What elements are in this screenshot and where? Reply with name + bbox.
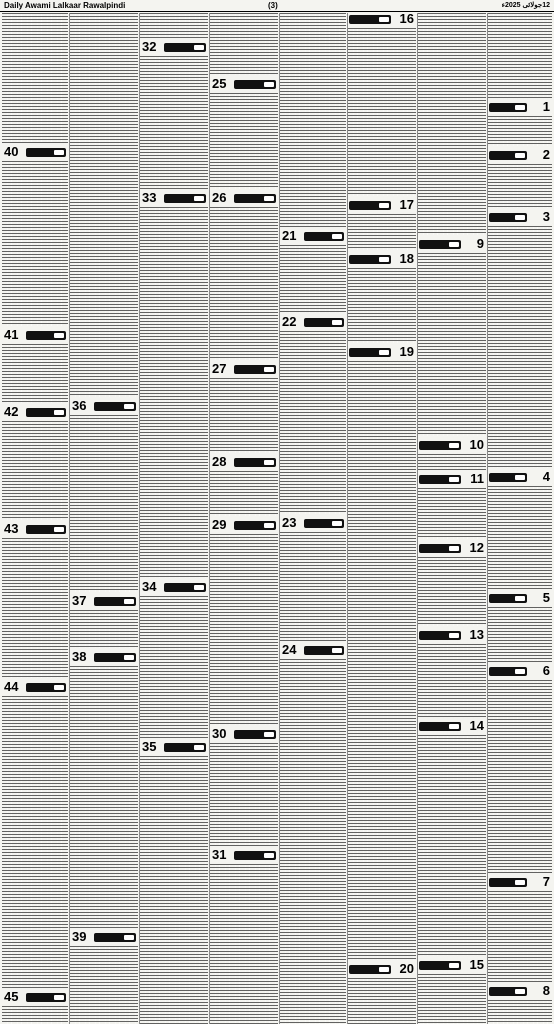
ad-section-banner (349, 255, 391, 264)
ad-section-banner (489, 213, 527, 222)
page-column (280, 13, 346, 1024)
ad-section-number: 9 (476, 236, 484, 251)
classified-ad-text (280, 532, 346, 641)
classified-ad-text (488, 116, 552, 146)
classified-ad-text (70, 946, 138, 1024)
classified-ad-text (488, 607, 552, 662)
ad-section-header (488, 591, 552, 605)
ad-section-banner (164, 583, 206, 592)
classified-ad-text (2, 538, 68, 678)
page-column (140, 13, 208, 1024)
ad-section-number: 6 (542, 663, 550, 678)
classified-ad-text (280, 659, 346, 1024)
page-column (418, 13, 486, 1024)
ad-section-banner (26, 683, 66, 692)
ad-section-header (348, 252, 416, 266)
ad-section-header (2, 145, 68, 159)
classified-ad-text (418, 253, 486, 436)
classified-ad-text (488, 164, 552, 208)
classified-ad-text (140, 56, 208, 189)
ad-section-banner (304, 318, 344, 327)
ad-section-banner (164, 194, 206, 203)
classified-ad-text (348, 268, 416, 343)
ad-section-header (210, 455, 278, 469)
ad-section-header (280, 643, 346, 657)
ad-section-number: 20 (399, 961, 414, 976)
ad-section-header (140, 40, 208, 54)
ad-section-number: 24 (282, 642, 297, 657)
ad-section-banner (349, 15, 391, 24)
ad-section-banner (304, 232, 344, 241)
classified-ad-text (488, 1000, 552, 1024)
classified-ad-text (2, 344, 68, 403)
classified-ad-text (70, 666, 138, 928)
ad-section-number: 25 (212, 76, 227, 91)
classified-ad-text (488, 226, 552, 468)
ad-section-banner (26, 408, 66, 417)
classified-ad-text (418, 974, 486, 1024)
ad-section-number: 8 (542, 983, 550, 998)
ad-section-header (2, 328, 68, 342)
ad-section-header (348, 962, 416, 976)
ad-section-banner (164, 743, 206, 752)
ad-section-banner (164, 43, 206, 52)
ad-section-header (418, 541, 486, 555)
ad-section-banner (234, 851, 276, 860)
ad-section-number: 30 (212, 726, 227, 741)
ad-section-header (210, 191, 278, 205)
ad-section-number: 16 (399, 11, 414, 26)
classified-ad-text (210, 864, 278, 1024)
ad-section-banner (234, 521, 276, 530)
ad-section-header (2, 990, 68, 1004)
ad-section-header (418, 438, 486, 452)
ad-section-header (210, 727, 278, 741)
ad-section-header (418, 958, 486, 972)
ad-section-banner (349, 965, 391, 974)
ad-section-header (418, 719, 486, 733)
masthead (0, 0, 554, 12)
ad-section-number: 11 (470, 471, 484, 486)
classified-ad-text (488, 680, 552, 873)
ad-section-banner (234, 365, 276, 374)
ad-section-number: 42 (4, 404, 19, 419)
classified-ad-text (418, 454, 486, 470)
ad-section-header (348, 345, 416, 359)
ad-section-number: 40 (4, 144, 19, 159)
classified-ad-text (70, 610, 138, 648)
classified-ad-text (2, 421, 68, 520)
ad-section-header (488, 664, 552, 678)
classified-ad-text (2, 696, 68, 988)
classified-ad-text (488, 486, 552, 589)
page-column (210, 13, 278, 1024)
ad-section-number: 35 (142, 739, 157, 754)
classified-ad-text (140, 207, 208, 578)
page-column (2, 13, 68, 1024)
ad-section-banner (234, 80, 276, 89)
classified-ad-text (280, 331, 346, 514)
ad-section-header (210, 77, 278, 91)
ad-section-number: 38 (72, 649, 87, 664)
page-column (70, 13, 138, 1024)
classified-ad-text (140, 756, 208, 1024)
ad-section-number: 37 (72, 593, 87, 608)
ad-section-header (488, 210, 552, 224)
page-column (348, 13, 416, 1024)
ad-section-header (418, 472, 486, 486)
ad-section-header (488, 148, 552, 162)
ad-section-banner (94, 653, 136, 662)
ad-section-header (348, 198, 416, 212)
ad-section-number: 18 (399, 251, 414, 266)
ad-section-banner (489, 473, 527, 482)
ad-section-banner (349, 201, 391, 210)
classified-ad-text (418, 644, 486, 717)
classified-ad-text (418, 557, 486, 626)
ad-section-number: 12 (469, 540, 484, 555)
ad-section-banner (489, 103, 527, 112)
ad-section-number: 14 (469, 718, 484, 733)
ad-section-number: 2 (542, 147, 550, 162)
ad-section-number: 28 (212, 454, 227, 469)
ad-section-banner (94, 402, 136, 411)
classified-ad-text (2, 13, 68, 143)
ad-section-number: 36 (72, 398, 87, 413)
ad-section-banner (489, 667, 527, 676)
ad-section-number: 3 (542, 209, 550, 224)
ad-section-banner (419, 240, 461, 249)
classified-ad-text (488, 13, 552, 98)
ad-section-number: 5 (542, 590, 550, 605)
ad-section-number: 21 (282, 228, 297, 243)
ad-section-header (70, 930, 138, 944)
ad-section-banner (489, 594, 527, 603)
ad-section-number: 13 (469, 627, 484, 642)
ad-section-number: 26 (212, 190, 227, 205)
classified-ad-text (488, 891, 552, 982)
ad-section-number: 23 (282, 515, 297, 530)
ad-section-banner (489, 987, 527, 996)
ad-section-number: 45 (4, 989, 19, 1004)
classified-ad-text (210, 93, 278, 189)
ad-section-number: 32 (142, 39, 157, 54)
ad-section-header (418, 628, 486, 642)
ad-section-banner (26, 993, 66, 1002)
ad-section-banner (419, 475, 461, 484)
ad-section-banner (489, 151, 527, 160)
classified-ad-text (70, 415, 138, 592)
ad-section-number: 41 (4, 327, 19, 342)
ad-section-banner (349, 348, 391, 357)
ad-section-banner (419, 544, 461, 553)
ad-section-banner (26, 331, 66, 340)
ad-section-header (210, 848, 278, 862)
ad-section-number: 10 (469, 437, 484, 452)
ad-section-number: 17 (399, 197, 414, 212)
classified-ad-text (348, 28, 416, 196)
ad-section-number: 29 (212, 517, 227, 532)
ad-section-number: 27 (212, 361, 227, 376)
classified-ad-text (418, 488, 486, 539)
classified-ad-text (280, 245, 346, 313)
ad-section-header (488, 470, 552, 484)
ad-section-header (280, 516, 346, 530)
ad-section-header (488, 984, 552, 998)
ad-section-banner (419, 631, 461, 640)
classified-ad-text (348, 361, 416, 960)
ad-section-header (280, 315, 346, 329)
ad-section-number: 34 (142, 579, 157, 594)
ad-section-header (280, 229, 346, 243)
ad-section-header (210, 518, 278, 532)
ad-section-header (140, 580, 208, 594)
ad-section-banner (419, 441, 461, 450)
ad-section-banner (234, 194, 276, 203)
ad-section-header (210, 362, 278, 376)
classified-ad-text (2, 1006, 68, 1024)
ad-section-number: 19 (399, 344, 414, 359)
ad-section-number: 15 (469, 957, 484, 972)
ad-section-number: 1 (542, 99, 550, 114)
ad-section-banner (26, 525, 66, 534)
ad-section-header (488, 875, 552, 889)
newspaper-title: Daily Awami Lalkaar Rawalpindi (4, 1, 126, 10)
classified-ad-text (280, 13, 346, 227)
ad-section-number: 33 (142, 190, 157, 205)
ad-section-number: 7 (542, 874, 550, 889)
ad-section-header (2, 405, 68, 419)
ad-section-banner (94, 597, 136, 606)
ad-section-banner (94, 933, 136, 942)
ad-section-header (70, 650, 138, 664)
ad-section-number: 31 (212, 847, 227, 862)
classified-ad-text (348, 978, 416, 1024)
ad-section-header (348, 12, 416, 26)
ad-section-number: 4 (542, 469, 550, 484)
classified-ad-text (210, 378, 278, 453)
ad-section-banner (419, 722, 461, 731)
issue-date: 12جولائی 2025ء (501, 2, 550, 9)
ad-section-header (488, 100, 552, 114)
ad-section-banner (234, 730, 276, 739)
ad-section-number: 22 (282, 314, 297, 329)
ad-section-banner (304, 646, 344, 655)
classified-ad-text (210, 207, 278, 360)
classified-ad-text (210, 471, 278, 516)
classified-ad-text (140, 13, 208, 38)
ad-section-banner (419, 961, 461, 970)
ad-section-header (140, 740, 208, 754)
classified-ad-text (140, 596, 208, 738)
ad-section-banner (304, 519, 344, 528)
ad-section-header (2, 522, 68, 536)
classified-ad-text (210, 534, 278, 725)
ad-section-header (140, 191, 208, 205)
ad-section-banner (234, 458, 276, 467)
classified-ad-text (418, 13, 486, 235)
ad-section-banner (489, 878, 527, 887)
classified-ad-text (70, 13, 138, 397)
classified-ad-text (348, 214, 416, 250)
ad-section-banner (26, 148, 66, 157)
ad-section-header (418, 237, 486, 251)
ad-section-header (70, 399, 138, 413)
classified-ad-text (210, 743, 278, 846)
page-number: (3) (268, 1, 278, 10)
classified-ad-text (210, 13, 278, 75)
page-column (488, 13, 552, 1024)
ad-section-number: 44 (4, 679, 19, 694)
ad-section-number: 39 (72, 929, 87, 944)
ad-section-number: 43 (4, 521, 19, 536)
ad-section-header (70, 594, 138, 608)
classified-ad-text (2, 161, 68, 326)
classified-ad-text (418, 735, 486, 956)
ad-section-header (2, 680, 68, 694)
